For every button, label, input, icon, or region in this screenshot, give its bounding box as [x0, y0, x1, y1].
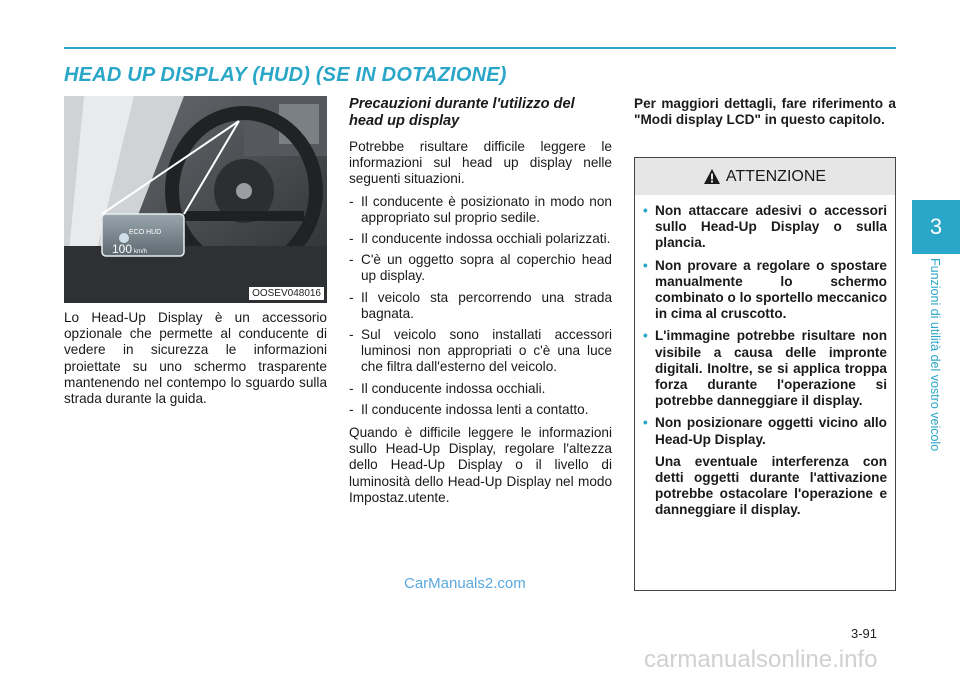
precaution-item: - Il conducente indossa lenti a contatto.	[349, 402, 612, 418]
chapter-title: Funzioni di utilità del vostro veicolo	[928, 258, 942, 452]
precaution-item: - Il conducente è posizionato in modo non appropriato sul proprio sedile.	[349, 194, 612, 226]
hud-intro-paragraph: Lo Head-Up Display è un accessorio opzionale che permette al conducente di vedere in sicurezza le informazioni proiettate su uno schermo trasparente mantenendo nel contempo lo sguardo sulla strada durante la guida.	[64, 310, 327, 407]
chapter-tab: 3	[912, 200, 960, 254]
bullet-icon: •	[643, 328, 648, 344]
top-rule	[64, 47, 896, 49]
column-2	[349, 96, 612, 506]
hud-photo-illustration	[64, 96, 327, 303]
precaution-item: - Il conducente indossa occhiali polarizzati.	[349, 231, 612, 247]
warning-item	[643, 258, 887, 323]
hud-photo	[64, 96, 327, 303]
warning-triangle-icon	[704, 169, 720, 184]
reference-paragraph: Per maggiori dettagli, fare riferimento a "Modi display LCD" in questo capitolo.	[634, 96, 896, 128]
precautions-list	[349, 194, 612, 418]
precaution-item: - Il veicolo sta percorrendo una strada bagnata.	[349, 290, 612, 322]
warning-item	[643, 415, 887, 518]
page-number: 3-91	[851, 626, 878, 641]
warning-item-text: Non posizionare oggetti vicino allo Head-Up Display.	[655, 415, 887, 447]
warning-item	[643, 203, 887, 252]
warning-item-text: Non attaccare adesivi o accessori sullo Head-Up Display o sulla plancia.	[655, 203, 887, 251]
section-heading: HEAD UP DISPLAY (HUD) (SE IN DOTAZIONE)	[64, 64, 507, 86]
precaution-item: - Il conducente indossa occhiali.	[349, 381, 612, 397]
hud-top-text: ECO HUD	[129, 229, 162, 236]
bullet-icon: •	[643, 203, 648, 218]
hud-unit-text: km/h	[134, 249, 148, 255]
column-1	[64, 310, 327, 407]
warning-extra-text: Una eventuale interferenza con detti oggetti durante l'attivazione potrebbe ostacolare l'operazione e danneggiare il display.	[655, 453, 887, 518]
precautions-outro: Quando è difficile leggere le informazioni sullo Head-Up Display, regolare l'altezza dello Head-Up Display o il livello di luminosità dello Head-Up Display nel modo Impostaz.utente.	[349, 425, 612, 505]
precautions-subheading: Precauzioni durante l'utilizzo del head up display	[349, 96, 575, 129]
bullet-icon: •	[643, 415, 648, 431]
precaution-item: - Sul veicolo sono installati accessori luminosi non appropriati o c'è una luce che filtra dall'esterno del veicolo.	[349, 327, 612, 376]
warning-box	[634, 157, 896, 591]
warning-item-text: L'immagine potrebbe risultare non visibile a causa delle impronte digitali. Inoltre, se si applica troppa forza durante l'operazione si potrebbe danneggiare il display.	[655, 328, 887, 409]
bullet-icon: •	[643, 257, 648, 273]
column-3	[634, 96, 896, 128]
warning-list	[635, 203, 895, 519]
precautions-intro: Potrebbe risultare difficile leggere le informazioni sul head up display nelle seguenti situazioni.	[349, 139, 612, 187]
warning-header	[635, 158, 895, 195]
precaution-item: - C'è un oggetto sopra al coperchio head up display.	[349, 252, 612, 284]
photo-code-label: OOSEV048016	[249, 287, 324, 300]
warning-item-text: Non provare a regolare o spostare manualmente lo schermo combinato o lo sportello meccanico in cima al cruscotto.	[655, 257, 887, 322]
warning-item	[643, 328, 887, 409]
warning-title: ATTENZIONE	[725, 167, 827, 185]
footer-watermark: carmanualsonline.info	[644, 646, 878, 673]
watermark-text: CarManuals2.com	[404, 575, 526, 592]
hud-speed-text: 100	[112, 242, 133, 256]
